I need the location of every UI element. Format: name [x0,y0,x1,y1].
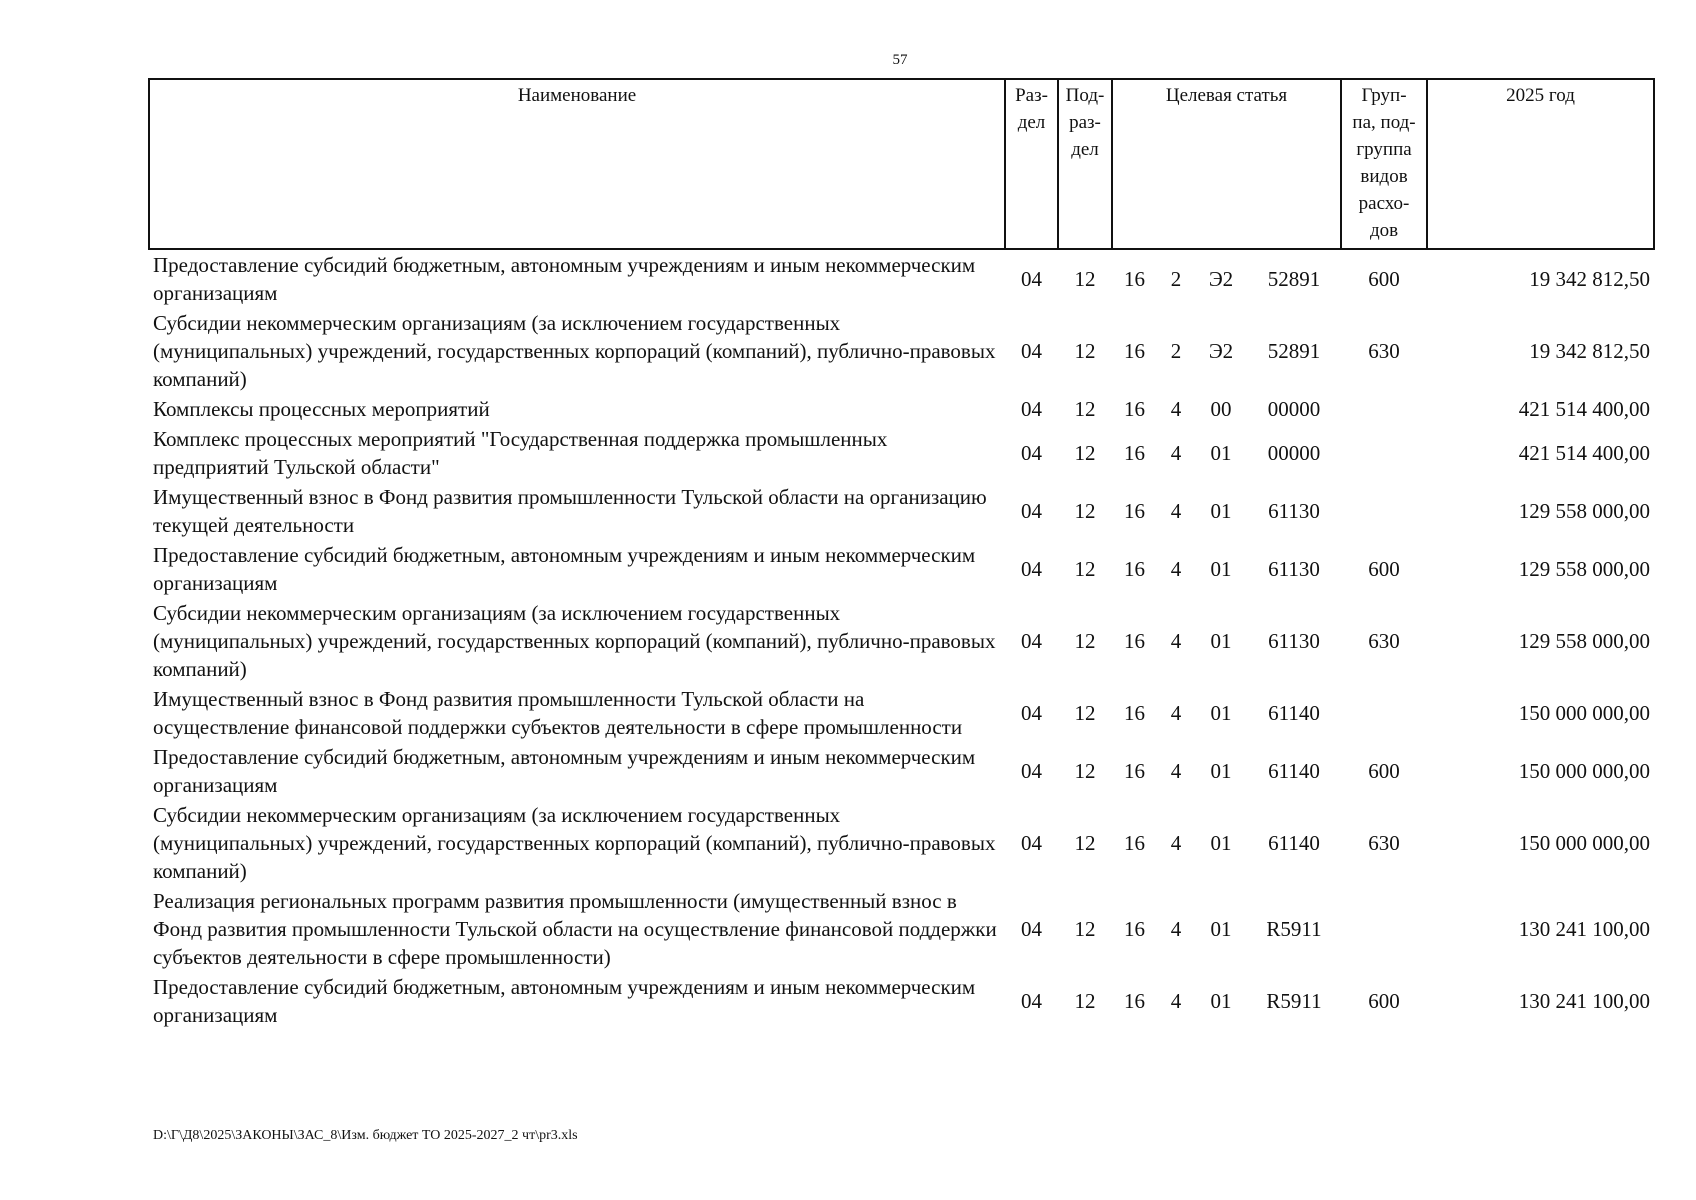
row-amount: 130 241 100,00 [1518,917,1651,941]
row-amount: 19 342 812,50 [1529,267,1651,291]
row-razdel: 04 [1021,267,1042,291]
row-target-1: 16 [1124,339,1145,363]
row-name: Предоставление субсидий бюджетным, автономным учреждениям и иным некоммерческим организациям [153,543,976,595]
row-target-4: 52891 [1267,339,1321,363]
row-target-4: R5911 [1266,989,1322,1013]
row-amount: 150 000 000,00 [1518,831,1651,855]
row-target-2: 4 [1170,989,1182,1013]
row-target-1: 16 [1124,989,1145,1013]
row-name: Субсидии некоммерческим организациям (за исключением государственных (муниципальных) учреждений, государственных корпораций (компаний), публично-правовых компаний) [153,601,996,681]
row-podrazdel: 12 [1074,397,1096,421]
row-target-1: 16 [1124,831,1145,855]
table-row [149,972,1654,1030]
table-row [149,886,1654,972]
header-group: Груп- па, под- группа видов расхо- дов [1341,79,1427,249]
table-row [149,482,1654,540]
header-target-article: Целевая статья [1112,79,1341,249]
row-razdel: 04 [1021,441,1042,465]
row-target-4: 00000 [1267,397,1321,421]
row-target-1: 16 [1124,267,1145,291]
row-target-3: 01 [1210,557,1232,581]
row-target-4: R5911 [1266,917,1322,941]
header-name: Наименование [149,79,1005,249]
row-group [1341,482,1427,540]
row-target-3: 01 [1210,701,1232,725]
row-podrazdel: 12 [1074,339,1096,363]
row-group [1341,684,1427,742]
row-razdel: 04 [1021,917,1042,941]
row-target-2: 4 [1170,499,1182,523]
header-razdel: Раз- дел [1005,79,1058,249]
row-target-2: 4 [1170,831,1182,855]
row-name: Имущественный взнос в Фонд развития промышленности Тульской области на организацию текущей деятельности [153,485,987,537]
row-name: Субсидии некоммерческим организациям (за исключением государственных (муниципальных) учреждений, государственных корпораций (компаний), публично-правовых компаний) [153,803,996,883]
row-target-2: 4 [1170,441,1182,465]
row-target-2: 4 [1170,557,1182,581]
row-target-3: Э2 [1208,267,1234,291]
row-target-2: 4 [1170,759,1182,783]
row-podrazdel: 12 [1074,267,1096,291]
row-target-3: 01 [1210,989,1232,1013]
row-group: 630 [1368,629,1400,653]
table-row [149,684,1654,742]
row-target-2: 4 [1170,917,1182,941]
row-razdel: 04 [1021,759,1042,783]
table-row [149,742,1654,800]
row-name: Комплекс процессных мероприятий "Государственная поддержка промышленных предприятий Тульской области" [153,427,888,479]
row-target-3: 01 [1210,917,1232,941]
row-target-4: 52891 [1267,267,1321,291]
row-name: Комплексы процессных мероприятий [153,397,490,421]
row-target-1: 16 [1124,557,1145,581]
row-group: 600 [1368,267,1400,291]
row-amount: 150 000 000,00 [1518,759,1651,783]
row-target-4: 61130 [1268,557,1320,581]
row-razdel: 04 [1021,339,1042,363]
row-group [1341,424,1427,482]
table-header [149,79,1654,249]
row-amount: 129 558 000,00 [1518,557,1651,581]
row-target-3: 01 [1210,499,1232,523]
row-target-4: 61130 [1268,499,1320,523]
row-target-4: 61140 [1268,759,1320,783]
table-row [149,800,1654,886]
row-amount: 130 241 100,00 [1518,989,1651,1013]
row-target-2: 2 [1170,339,1182,363]
row-target-4: 61130 [1268,629,1320,653]
row-razdel: 04 [1021,499,1042,523]
row-podrazdel: 12 [1074,499,1096,523]
table-row [149,308,1654,394]
row-amount: 421 514 400,00 [1518,441,1651,465]
row-amount: 19 342 812,50 [1529,339,1651,363]
row-target-4: 00000 [1267,441,1321,465]
row-target-3: Э2 [1208,339,1234,363]
row-razdel: 04 [1021,701,1042,725]
row-group [1341,394,1427,424]
row-name: Субсидии некоммерческим организациям (за исключением государственных (муниципальных) учреждений, государственных корпораций (компаний), публично-правовых компаний) [153,311,996,391]
row-target-4: 61140 [1268,831,1320,855]
row-podrazdel: 12 [1074,989,1096,1013]
row-podrazdel: 12 [1074,917,1096,941]
row-podrazdel: 12 [1074,557,1096,581]
header-podrazdel: Под- раз- дел [1058,79,1112,249]
footer-file-path: D:\Г\Д8\2025\ЗАКОНЫ\ЗАС_8\Изм. бюджет ТО 2025-2027_2 чт\pr3.xls [153,1128,578,1143]
row-target-3: 01 [1210,831,1232,855]
row-razdel: 04 [1021,557,1042,581]
row-target-1: 16 [1124,759,1145,783]
page-number: 57 [892,52,908,68]
row-podrazdel: 12 [1074,701,1096,725]
row-podrazdel: 12 [1074,629,1096,653]
row-target-3: 01 [1210,759,1232,783]
row-group: 630 [1368,339,1400,363]
row-razdel: 04 [1021,397,1042,421]
header-year: 2025 год [1427,79,1654,249]
row-amount: 129 558 000,00 [1518,629,1651,653]
row-group: 600 [1368,759,1400,783]
row-target-1: 16 [1124,629,1145,653]
row-target-2: 2 [1170,267,1182,291]
row-amount: 150 000 000,00 [1518,701,1651,725]
row-podrazdel: 12 [1074,831,1096,855]
row-podrazdel: 12 [1074,441,1096,465]
row-amount: 421 514 400,00 [1518,397,1651,421]
row-group [1341,886,1427,972]
row-target-3: 00 [1210,397,1232,421]
row-target-1: 16 [1124,917,1145,941]
row-target-2: 4 [1170,701,1182,725]
row-podrazdel: 12 [1074,759,1096,783]
row-razdel: 04 [1021,831,1042,855]
row-amount: 129 558 000,00 [1518,499,1651,523]
table-row [149,394,1654,424]
row-target-2: 4 [1170,397,1182,421]
row-name: Реализация региональных программ развития промышленности (имущественный взнос в Фонд развития промышленности Тульской области на осуществление финансовой поддержки субъектов деятельности в сфере промышленности) [153,889,997,969]
row-target-3: 01 [1210,441,1232,465]
row-group: 600 [1368,989,1400,1013]
row-target-1: 16 [1124,397,1145,421]
row-name: Предоставление субсидий бюджетным, автономным учреждениям и иным некоммерческим организациям [153,253,976,305]
budget-table [148,78,1655,1030]
row-target-3: 01 [1210,629,1232,653]
table-row [149,424,1654,482]
table-body [149,249,1654,1030]
table-row [149,540,1654,598]
row-razdel: 04 [1021,989,1042,1013]
table-row [149,598,1654,684]
row-group: 630 [1368,831,1400,855]
table-row [149,249,1654,308]
row-group: 600 [1368,557,1400,581]
row-target-1: 16 [1124,441,1145,465]
row-target-1: 16 [1124,499,1145,523]
row-name: Имущественный взнос в Фонд развития промышленности Тульской области на осуществление финансовой поддержки субъектов деятельности в сфере промышленности [153,687,963,739]
row-name: Предоставление субсидий бюджетным, автономным учреждениям и иным некоммерческим организациям [153,745,976,797]
row-name: Предоставление субсидий бюджетным, автономным учреждениям и иным некоммерческим организациям [153,975,976,1027]
row-razdel: 04 [1021,629,1042,653]
row-target-4: 61140 [1268,701,1320,725]
row-target-2: 4 [1170,629,1182,653]
row-target-1: 16 [1124,701,1145,725]
